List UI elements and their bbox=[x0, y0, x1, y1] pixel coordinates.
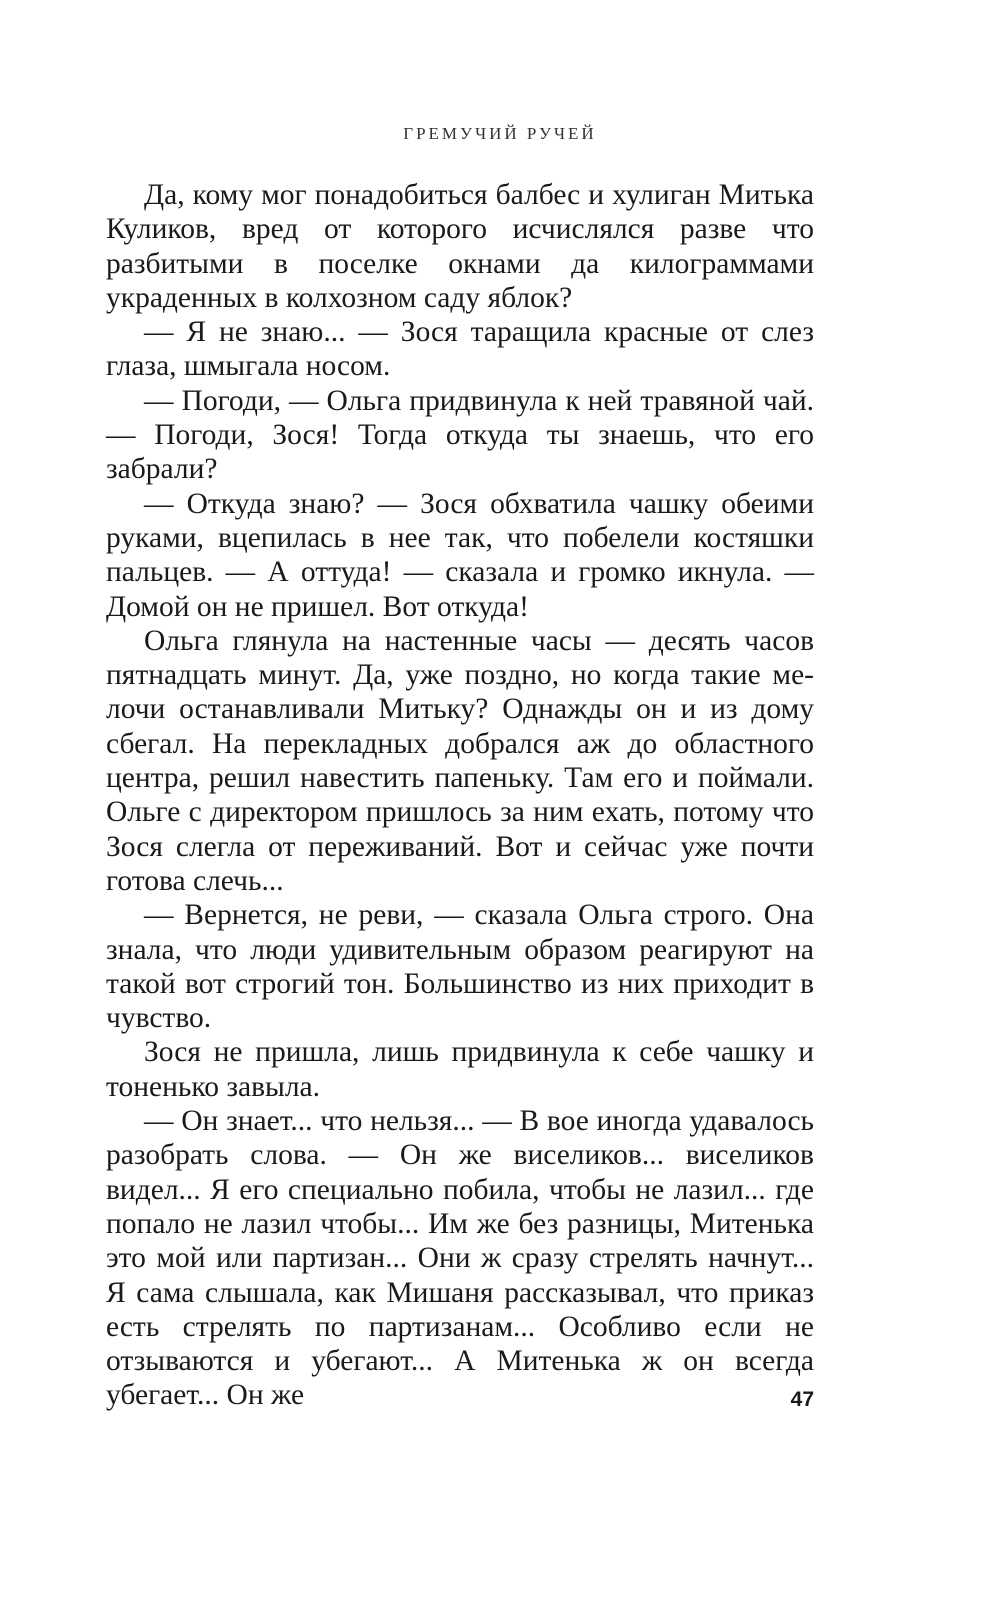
page-number: 47 bbox=[790, 1388, 814, 1411]
paragraph: — Он знает... что нельзя... — В вое иногда удавалось разобрать слова. — Он же виселиков... виселиков видел... Я его специально побила, чтобы не лазил... где попало не лазил чтобы... Им же без разницы, Митенька это мой или партизан... Они ж сразу стрелять начнут... Я сама слышала, как Мишаня рассказывал, что приказ есть стрелять по партизанам... Особливо если не отзываются и убегают... А Митенька ж он всегда убегает... Он же bbox=[106, 1105, 814, 1412]
paragraph: — Откуда знаю? — Зося обхватила чашку обеими руками, вцепилась в нее так, что побелели костяшки пальцев. — А оттуда! — сказала и громко икнула. — Домой он не пришел. Вот откуда! bbox=[106, 487, 814, 623]
paragraph: Зося не пришла, лишь придвинула к себе чашку и тоненько завыла. bbox=[106, 1036, 814, 1103]
running-title: ГРЕМУЧИЙ РУЧЕЙ bbox=[403, 124, 597, 143]
page-body bbox=[106, 178, 814, 1413]
paragraph: — Я не знаю... — Зося таращила красные от слез глаза, шмыгала носом. bbox=[106, 316, 814, 383]
paragraph: Да, кому мог понадобиться балбес и хулиган Митька Куликов, вред от которого исчислялся разве что разбитыми в поселке окнами да килограммами украденных в колхозном саду яблок? bbox=[106, 179, 814, 314]
paragraph: — Вернется, не реви, — сказала Ольга строго. Она знала, что люди удивительным образом реагируют на такой вот строгий тон. Большинство из них приходит в чувство. bbox=[106, 899, 814, 1035]
paragraph: — Погоди, — Ольга придвинула к ней травяной чай. — Погоди, Зося! Тогда откуда ты знаешь, что его забрали? bbox=[106, 384, 814, 486]
paragraph: Ольга глянула на настенные часы — десять часов пятнадцать минут. Да, уже поздно, но когда такие мелочи останавливали Митьку? Однажды он и из дому сбегал. На перекладных добрался аж до областного центра, решил навестить папеньку. Там его и поймали. Ольге с директором пришлось за ним ехать, потому что Зося слегла от переживаний. Вот и сейчас уже почти готова слечь... bbox=[106, 624, 814, 897]
